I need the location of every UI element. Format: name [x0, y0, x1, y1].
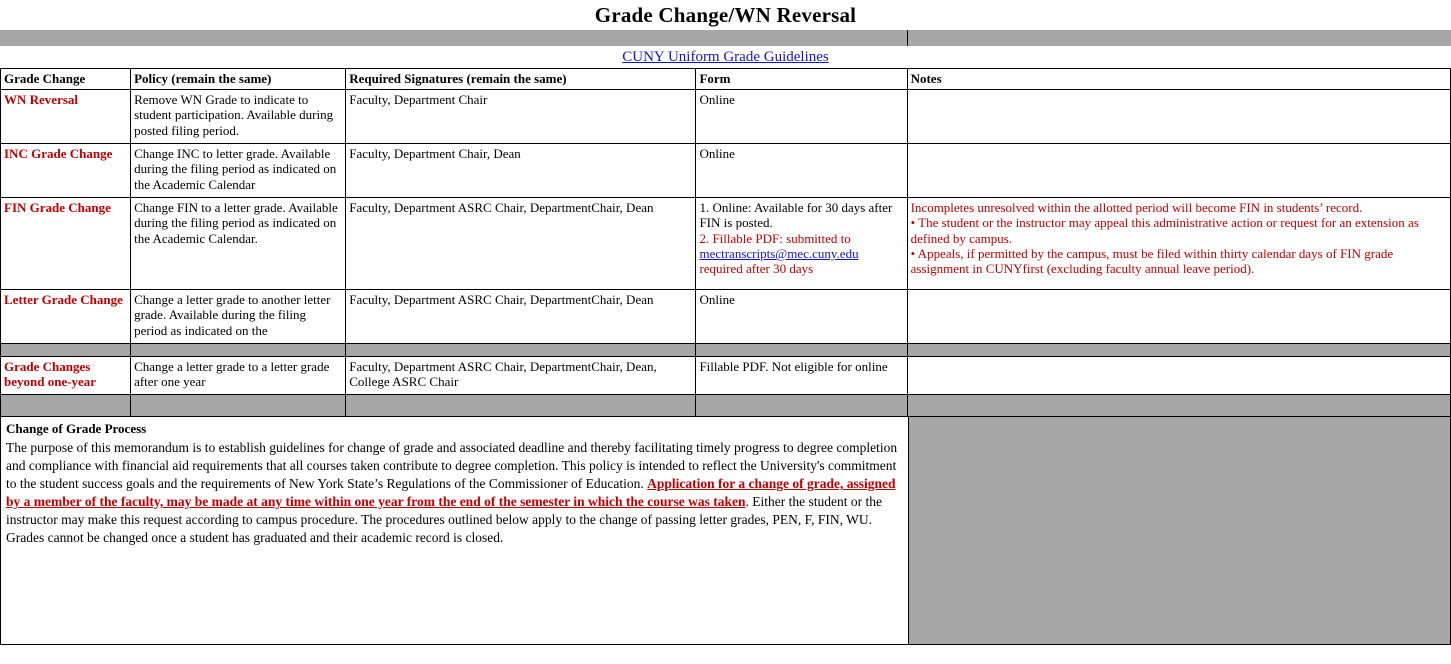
row-form [696, 198, 907, 290]
form-line-3: required after 30 days [699, 261, 814, 277]
table-row [1, 90, 1451, 144]
change-of-grade-process-section [0, 417, 1451, 645]
gray-cell [696, 395, 907, 417]
gray-cell [346, 395, 696, 417]
gray-cell [907, 344, 1450, 357]
row-label-grade-changes-beyond-one-year: Grade Changes beyond one-year [1, 357, 131, 395]
row-signatures: Faculty, Department Chair [346, 90, 696, 144]
gray-cell [131, 395, 346, 417]
row-notes [907, 90, 1450, 144]
guidelines-link-row [0, 46, 1451, 68]
table-row [1, 357, 1451, 395]
gray-cell [346, 344, 696, 357]
notes-line-3: • Appeals, if permitted by the campus, must be filed within thirty calendar days of FIN grade assignment in CUNYfirst (excluding faculty annual leave period). [910, 245, 1394, 277]
process-paragraph-emphasis: Application for a change of grade, assigned by a member of the faculty, may be made at any time within one year from the end of the semester in which the course was taken [6, 475, 896, 509]
gray-cell [1, 344, 131, 357]
header-notes: Notes [907, 69, 1450, 90]
row-signatures: Faculty, Department ASRC Chair, DepartmentChair, Dean, College ASRC Chair [346, 357, 696, 395]
row-form: Online [696, 90, 907, 144]
header-policy: Policy (remain the same) [131, 69, 346, 90]
form-line-1: 1. Online: Available for 30 days after FIN is posted. [699, 200, 893, 231]
process-paragraph-part1: The purpose of this memorandum is to establish guidelines for change of grade and associated deadline and thereby facilitating timely progress to degree completion and compliance with financial aid requirements that all courses taken contribute to degree completion. This policy is intended to reflect the University's commitment to the student success goals and the requirements of New York State’s Regulations of the Commissioner of Education. [6, 440, 898, 491]
row-policy: Change FIN to a letter grade. Available during the filing period as indicated on the Academic Calendar. [131, 198, 346, 290]
row-signatures: Faculty, Department Chair, Dean [346, 144, 696, 198]
row-label-inc-grade-change: INC Grade Change [1, 144, 131, 198]
process-text-cell [1, 417, 909, 644]
row-notes [907, 144, 1450, 198]
gray-separator-row [1, 344, 1451, 357]
transcripts-email-link[interactable]: mectranscripts@mec.cuny.edu [699, 245, 859, 261]
page-title: Grade Change/WN Reversal [594, 2, 857, 27]
row-form: Online [696, 290, 907, 344]
process-gray-panel [909, 417, 1450, 644]
row-signatures: Faculty, Department ASRC Chair, DepartmentChair, Dean [346, 290, 696, 344]
gray-cell [131, 344, 346, 357]
form-line-2: 2. Fillable PDF: submitted to [699, 230, 851, 246]
table-row [1, 290, 1451, 344]
process-heading: Change of Grade Process [6, 421, 147, 436]
row-form: Online [696, 144, 907, 198]
table-row [1, 198, 1451, 290]
row-label-letter-grade-change: Letter Grade Change [1, 290, 131, 344]
gray-separator-row-2 [1, 395, 1451, 417]
gray-cell [1, 395, 131, 417]
notes-line-1: Incompletes unresolved within the allotted period will become FIN in students’ record. [910, 200, 1363, 215]
row-notes [907, 357, 1450, 395]
row-policy: Change INC to letter grade. Available during the filing period as indicated on the Academic Calendar [131, 144, 346, 198]
form-email-link-wrap [699, 246, 903, 261]
row-form: Fillable PDF. Not eligible for online [696, 357, 907, 395]
row-label-wn-reversal: WN Reversal [1, 90, 131, 144]
row-notes [907, 198, 1450, 290]
cuny-uniform-grade-guidelines-link[interactable]: CUNY Uniform Grade Guidelines [622, 48, 829, 65]
gray-cell [907, 395, 1450, 417]
document-title-bar [0, 0, 1451, 30]
header-form: Form [696, 69, 907, 90]
process-paragraph [6, 439, 903, 547]
gray-cell [696, 344, 907, 357]
table-header-row [1, 69, 1451, 90]
grade-change-table [0, 68, 1451, 417]
row-notes [907, 290, 1450, 344]
process-paragraph-part2: . Either the student or the instructor may make this request according to campus procedure. The procedures outlined below apply to the change of passing letter grades, PEN, F, FIN, WU. Grades cannot be changed once a student has graduated and their academic record is closed. [6, 493, 883, 545]
gray-divider-top [0, 30, 1451, 46]
header-grade-change: Grade Change [1, 69, 131, 90]
gray-divider-left [0, 30, 908, 46]
row-policy: Change a letter grade to another letter grade. Available during the filing period as indicated on the [131, 290, 346, 344]
header-required-signatures: Required Signatures (remain the same) [346, 69, 696, 90]
row-policy: Change a letter grade to a letter grade after one year [131, 357, 346, 395]
notes-line-2: • The student or the instructor may appeal this administrative action or request for an extension as defined by campus. [910, 215, 1419, 246]
row-label-fin-grade-change: FIN Grade Change [1, 198, 131, 290]
row-signatures: Faculty, Department ASRC Chair, DepartmentChair, Dean [346, 198, 696, 290]
table-row [1, 144, 1451, 198]
gray-divider-right [908, 30, 1451, 46]
row-policy: Remove WN Grade to indicate to student participation. Available during posted filing period. [131, 90, 346, 144]
